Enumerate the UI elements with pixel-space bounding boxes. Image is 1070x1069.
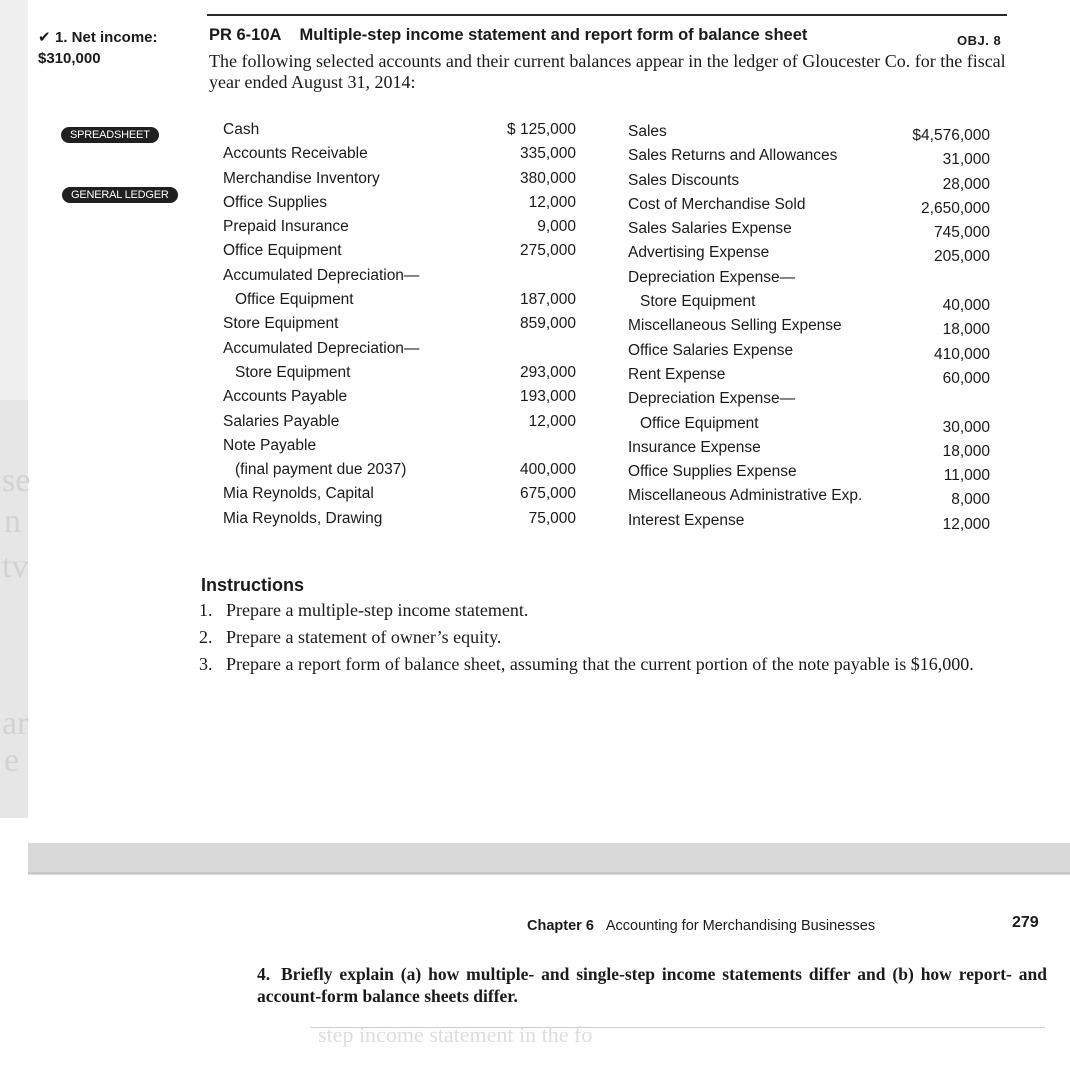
accounts-right-names bbox=[628, 120, 862, 533]
account-name: Miscellaneous Administrative Exp. bbox=[628, 487, 863, 505]
account-name: Office Equipment bbox=[235, 291, 354, 309]
account-amount: 2,650,000 bbox=[921, 199, 990, 217]
account-amount: $ 125,000 bbox=[507, 121, 576, 138]
account-amount: 12,000 bbox=[528, 412, 576, 430]
account-amount: 205,000 bbox=[933, 248, 990, 266]
instruction-text: Prepare a multiple-step income statement. bbox=[226, 600, 529, 620]
question-number: 4. bbox=[257, 964, 271, 984]
ghost-text-left: e bbox=[4, 742, 20, 779]
account-amount: 8,000 bbox=[951, 491, 990, 509]
account-name: Office Supplies bbox=[223, 193, 327, 211]
account-amount: 193,000 bbox=[519, 388, 576, 406]
instruction-item bbox=[199, 655, 1019, 674]
account-amount: 400,000 bbox=[519, 461, 576, 479]
account-name: Office Equipment bbox=[223, 242, 342, 260]
account-amount: 293,000 bbox=[519, 363, 576, 381]
instructions-heading: Instructions bbox=[201, 575, 305, 595]
account-name: Sales Returns and Allowances bbox=[628, 147, 838, 165]
account-amount bbox=[880, 391, 990, 415]
account-name: Office Salaries Expense bbox=[628, 341, 794, 359]
account-amount: 335,000 bbox=[519, 145, 576, 163]
account-amount: 12,000 bbox=[528, 193, 576, 211]
account-name: Accounts Receivable bbox=[223, 145, 368, 163]
instruction-number: 3. bbox=[199, 654, 213, 674]
account-name: Office Equipment bbox=[640, 414, 759, 432]
answer-line-1: ✔ 1. Net income: bbox=[38, 29, 158, 46]
account-amount: 9,000 bbox=[537, 218, 576, 236]
account-amount: 18,000 bbox=[942, 321, 990, 339]
account-name: Insurance Expense bbox=[628, 438, 761, 456]
chapter-number: Chapter 6 bbox=[527, 918, 594, 934]
page-gap-band bbox=[28, 843, 1070, 875]
accounts-right-amounts bbox=[880, 124, 990, 537]
ghost-text-bottom: step income statement in the fo bbox=[318, 1022, 593, 1047]
instruction-item bbox=[199, 628, 1019, 647]
account-name: Sales Salaries Expense bbox=[628, 220, 792, 238]
account-name: Office Supplies Expense bbox=[628, 463, 797, 481]
account-name: Interest Expense bbox=[628, 511, 745, 529]
account-name: Sales bbox=[628, 123, 667, 140]
account-name: Note Payable bbox=[223, 436, 317, 454]
account-amount bbox=[880, 270, 990, 294]
page-number: 279 bbox=[1012, 914, 1039, 931]
account-name: Accumulated Depreciation— bbox=[223, 339, 420, 357]
account-name: Cost of Merchandise Sold bbox=[628, 195, 806, 213]
account-name: Accumulated Depreciation— bbox=[223, 266, 420, 284]
account-amount: 40,000 bbox=[942, 297, 990, 315]
account-amount: 187,000 bbox=[519, 291, 576, 309]
account-name: Accounts Payable bbox=[223, 388, 348, 406]
instruction-number: 1. bbox=[199, 600, 213, 620]
account-name: Sales Discounts bbox=[628, 171, 740, 189]
account-name: Miscellaneous Selling Expense bbox=[628, 317, 842, 335]
account-name: Store Equipment bbox=[235, 363, 351, 381]
problem-title-text: Multiple-step income statement and report form of balance sheet bbox=[299, 26, 808, 44]
account-amount: 18,000 bbox=[942, 442, 990, 460]
account-name: Mia Reynolds, Capital bbox=[223, 485, 374, 503]
question-4 bbox=[257, 963, 1047, 1007]
top-rule bbox=[207, 14, 1007, 16]
account-name: (final payment due 2037) bbox=[235, 461, 407, 479]
account-name: Depreciation Expense— bbox=[628, 390, 796, 408]
answer-line-2: $310,000 bbox=[38, 50, 101, 67]
account-amount bbox=[470, 337, 576, 361]
account-name: Mia Reynolds, Drawing bbox=[223, 509, 383, 527]
objective-label: OBJ. 8 bbox=[957, 33, 1002, 48]
accounts-left-amounts bbox=[470, 118, 576, 531]
general-ledger-badge: GENERAL LEDGER bbox=[62, 187, 178, 203]
account-amount: 60,000 bbox=[942, 369, 990, 387]
question-text: Briefly explain (a) how multiple- and single-step income statements differ and (b) how report- and account-form balance sheets differ. bbox=[257, 964, 1047, 1006]
instruction-item bbox=[199, 601, 1019, 620]
chapter-footer bbox=[527, 918, 875, 934]
account-name: Depreciation Expense— bbox=[628, 268, 796, 286]
page-gap-line bbox=[28, 872, 1070, 874]
account-amount: 12,000 bbox=[942, 515, 990, 533]
spreadsheet-badge: SPREADSHEET bbox=[61, 127, 159, 143]
chapter-title: Accounting for Merchandising Businesses bbox=[605, 918, 876, 934]
problem-number: PR 6-10A bbox=[209, 26, 282, 44]
instructions-list bbox=[199, 601, 1019, 682]
account-amount: 675,000 bbox=[519, 485, 576, 503]
ghost-text-left: se bbox=[2, 462, 31, 499]
account-amount: 75,000 bbox=[528, 509, 576, 527]
instruction-text: Prepare a report form of balance sheet, assuming that the current portion of the note payable is $16,000. bbox=[226, 654, 974, 674]
account-name: Salaries Payable bbox=[223, 412, 340, 430]
account-name: Prepaid Insurance bbox=[223, 218, 349, 236]
account-amount: 745,000 bbox=[933, 224, 990, 242]
checkmark-icon: ✔ bbox=[38, 29, 51, 46]
account-name: Cash bbox=[223, 121, 260, 138]
ghost-text-left: ar bbox=[2, 705, 29, 742]
instruction-text: Prepare a statement of owner’s equity. bbox=[226, 627, 502, 647]
account-amount: 410,000 bbox=[933, 345, 990, 363]
ghost-text-left: n bbox=[4, 503, 21, 540]
account-amount: 11,000 bbox=[943, 467, 990, 485]
account-name: Store Equipment bbox=[640, 293, 756, 311]
accounts-left-names bbox=[223, 118, 419, 531]
ghost-text-left: tv bbox=[2, 548, 29, 585]
account-amount: 380,000 bbox=[519, 169, 576, 187]
account-amount bbox=[470, 264, 576, 288]
problem-intro: The following selected accounts and their current balances appear in the ledger of Gloucester Co. for the fiscal year ended August 31, 2014: bbox=[209, 51, 1006, 92]
account-amount bbox=[470, 434, 576, 458]
account-name: Merchandise Inventory bbox=[223, 169, 380, 187]
account-amount: 275,000 bbox=[519, 242, 576, 260]
account-name: Rent Expense bbox=[628, 365, 726, 383]
account-amount: $4,576,000 bbox=[912, 127, 990, 144]
margin-answer-note bbox=[38, 27, 158, 69]
account-amount: 31,000 bbox=[942, 151, 990, 169]
account-amount: 859,000 bbox=[519, 315, 576, 333]
account-amount: 28,000 bbox=[942, 175, 990, 193]
account-amount: 30,000 bbox=[942, 418, 990, 436]
account-name: Advertising Expense bbox=[628, 244, 770, 262]
instruction-number: 2. bbox=[199, 627, 213, 647]
account-name: Store Equipment bbox=[223, 315, 339, 333]
problem-title bbox=[209, 26, 807, 45]
